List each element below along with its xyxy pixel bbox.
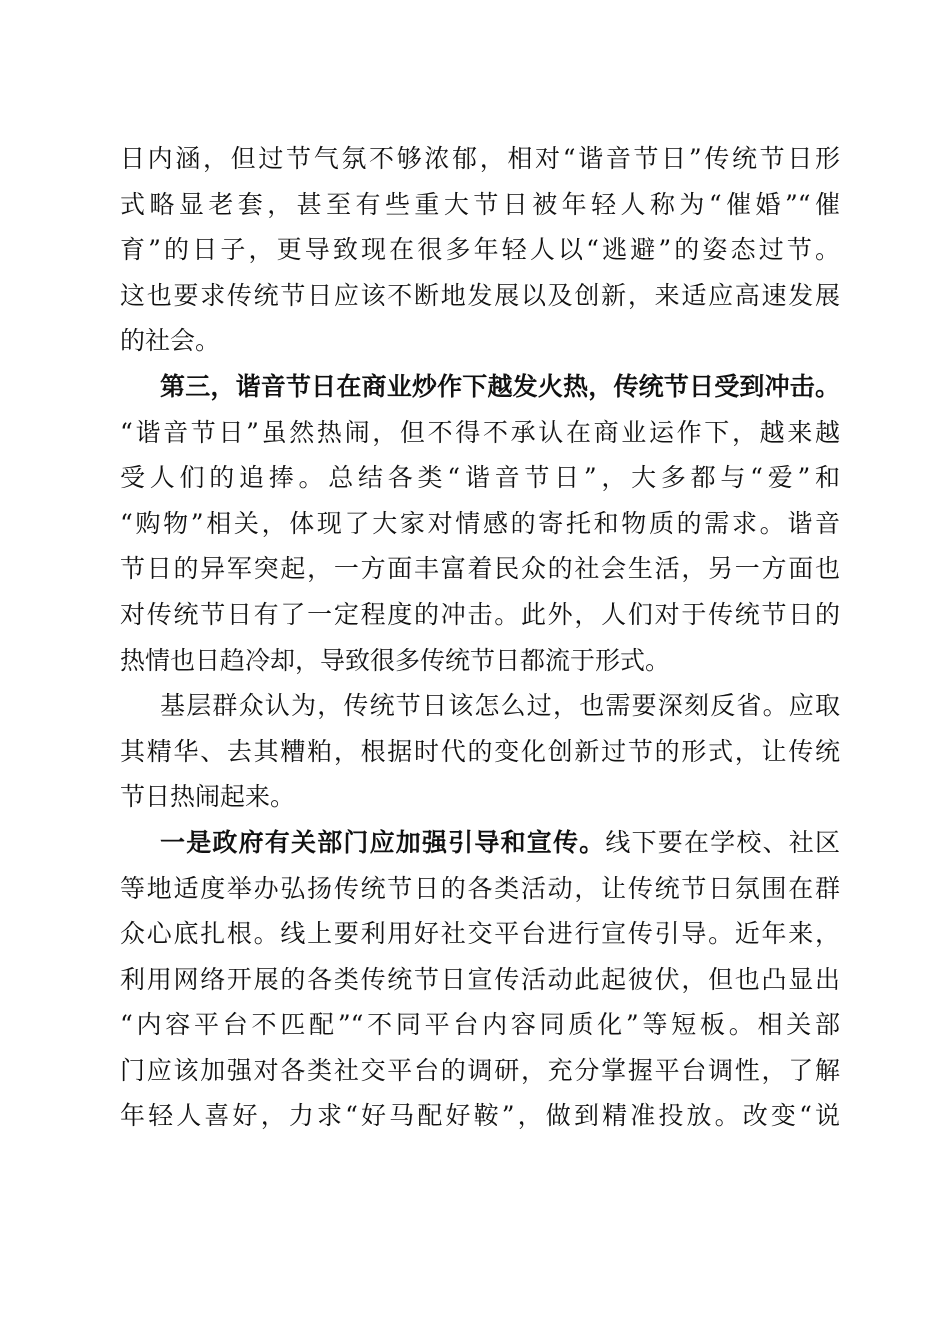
text-line: “谐音节日”虽然热闹，但不得不承认在商业运作下，越来越: [120, 417, 840, 447]
text-line: 节日的异军突起，一方面丰富着民众的社会生活，另一方面也: [120, 554, 840, 584]
text-line: 基层群众认为，传统节日该怎么过，也需要深刻反省。应取: [160, 691, 840, 721]
text-line: 等地适度举办弘扬传统节日的各类活动，让传统节日氛围在群: [120, 873, 840, 903]
text-line: 利用网络开展的各类传统节日宣传活动此起彼伏，但也凸显出: [120, 964, 840, 994]
text-line: 这也要求传统节日应该不断地发展以及创新，来适应高速发展: [120, 280, 840, 310]
text-line: 日内涵，但过节气氛不够浓郁，相对“谐音节日”传统节日形: [120, 144, 840, 173]
text-run: 线下要在学校、社区: [605, 827, 840, 857]
text-line: 对传统节日有了一定程度的冲击。此外，人们对于传统节日的: [120, 599, 840, 629]
text-line: 众心底扎根。线上要利用好社交平台进行宣传引导。近年来，: [120, 919, 840, 949]
text-line: [120, 820, 840, 866]
body-text: [120, 136, 840, 1139]
text-line: 的社会。: [120, 326, 221, 356]
text-line: 式略显老套，甚至有些重大节日被年轻人称为“催婚”“催: [120, 189, 840, 219]
paragraph-4: [120, 820, 840, 1139]
text-line: 热情也日趋冷却，导致很多传统节日都流于形式。: [120, 645, 671, 675]
text-line: 受人们的追捧。总结各类“谐音节日”，大多都与“爱”和: [120, 463, 840, 493]
text-line: “内容平台不匹配”“不同平台内容同质化”等短板。相关部: [120, 1010, 840, 1040]
paragraph-2: [120, 364, 840, 683]
paragraph-3: [120, 683, 840, 820]
text-line: “购物”相关，体现了大家对情感的寄托和物质的需求。谐音: [120, 508, 840, 538]
text-line: 节日热闹起来。: [120, 782, 296, 812]
text-line: 年轻人喜好，力求“好马配好鞍”，做到精准投放。改变“说: [120, 1101, 840, 1131]
section-heading-third: 第三，谐音节日在商业炒作下越发火热，传统节日受到冲击。: [160, 371, 840, 401]
text-line: 其精华、去其糟粕，根据时代的变化创新过节的形式，让传统: [120, 736, 840, 766]
paragraph-1: [120, 136, 840, 364]
section-heading-first: 一是政府有关部门应加强引导和宣传。: [160, 827, 606, 857]
text-line: 门应该加强对各类社交平台的调研，充分掌握平台调性，了解: [120, 1055, 840, 1085]
text-line: 育”的日子，更导致现在很多年轻人以“逃避”的姿态过节。: [120, 235, 840, 265]
